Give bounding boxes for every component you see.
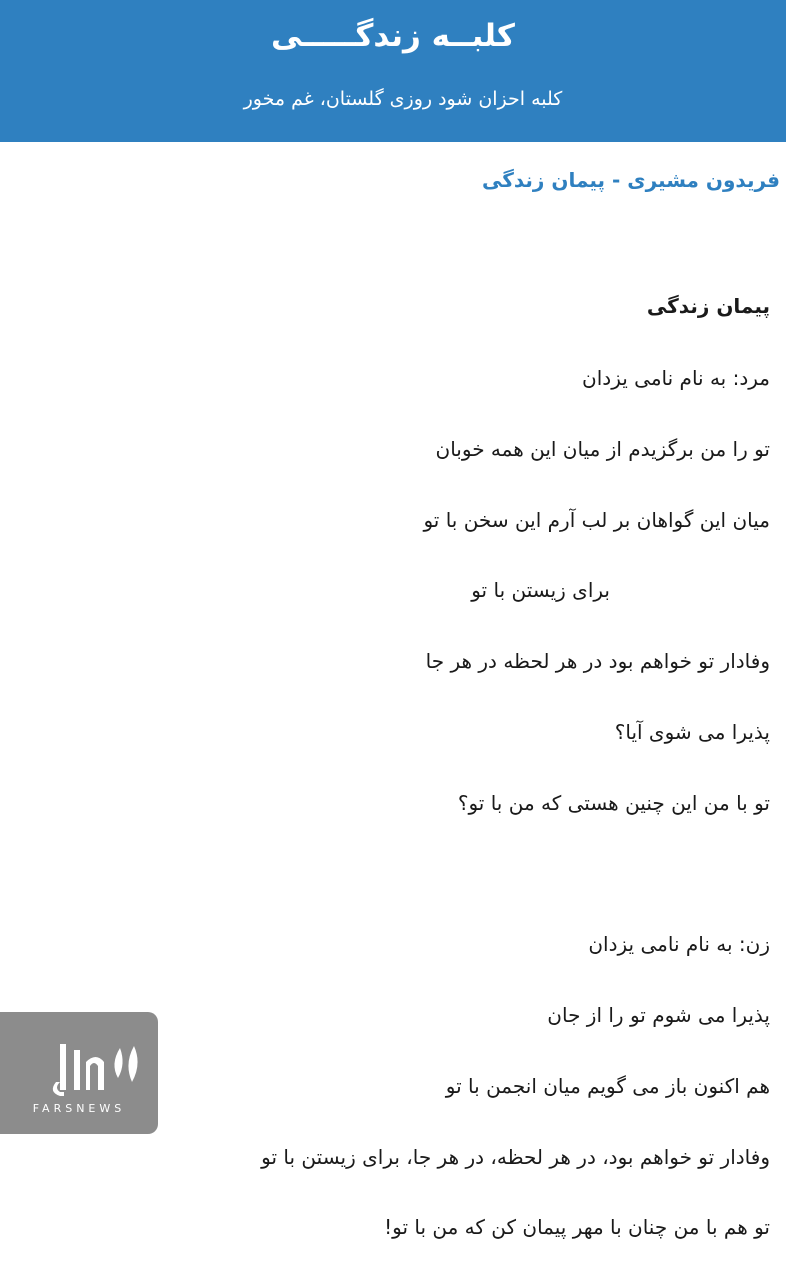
- poem-line: پذیرا می شوی آیا؟: [614, 720, 770, 744]
- site-title[interactable]: کلبــه زندگـــــی: [271, 18, 515, 54]
- poem-heading: پیمان زندگی: [646, 294, 770, 318]
- poem-line: تو با من این چنین هستی که من با تو؟: [457, 791, 770, 815]
- poem-line: تو را من برگزیدم از میان این همه خوبان: [435, 437, 770, 461]
- poem-line: وفادار تو خواهم بود، در هر لحظه، در هر جا، برای زیستن با تو: [261, 1145, 770, 1169]
- farsnews-brand-text: FARSNEWS: [32, 1102, 126, 1115]
- poem-line: مرد: به نام نامی یزدان: [582, 366, 770, 390]
- poem-line: هم اکنون باز می گویم میان انجمن با تو: [445, 1074, 770, 1098]
- site-subtitle: کلبه احزان شود روزی گلستان، غم مخور: [243, 88, 563, 110]
- farsnews-watermark: [0, 1012, 158, 1134]
- site-header: [0, 0, 786, 142]
- poem-line: برای زیستن با تو: [471, 578, 610, 602]
- poem-line: میان این گواهان بر لب آرم این سخن با تو: [423, 508, 770, 532]
- poem-line: پذیرا می شوم تو را از جان: [547, 1003, 770, 1027]
- poem-line: تو هم با من چنان با مهر پیمان کن که من با تو!: [384, 1215, 770, 1239]
- farsnews-logo-icon: [0, 1012, 158, 1134]
- poem-line: زن: به نام نامی یزدان: [588, 932, 770, 956]
- poem-line: وفادار تو خواهم بود در هر لحظه در هر جا: [425, 649, 770, 673]
- post-title-link[interactable]: فریدون مشیری - پیمان زندگی: [481, 168, 780, 192]
